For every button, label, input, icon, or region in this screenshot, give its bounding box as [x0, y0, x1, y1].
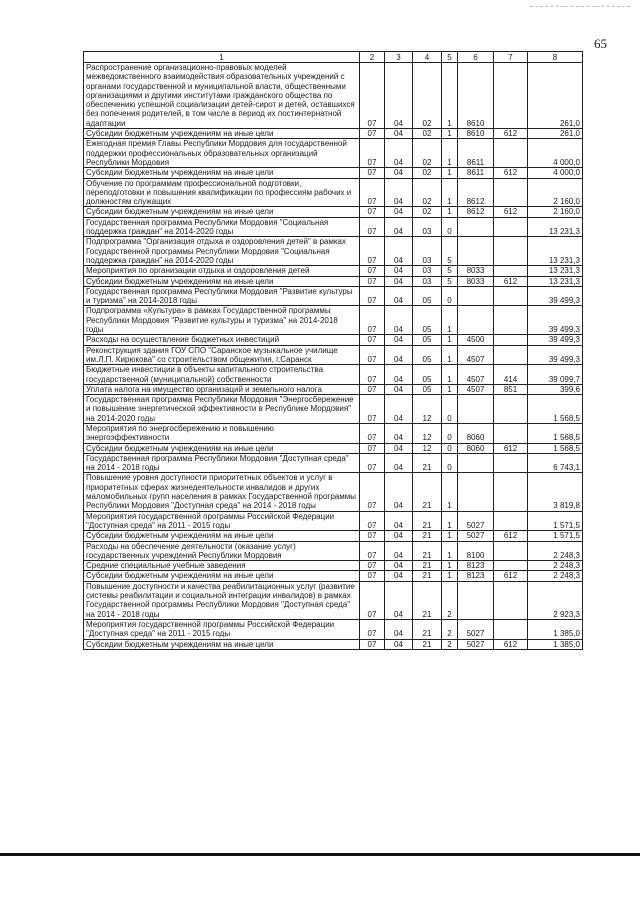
row-subprogram: 5 — [442, 276, 458, 286]
row-subsection: 04 — [385, 443, 413, 453]
row-section: 07 — [360, 395, 385, 424]
row-amount: 2 160,0 — [528, 178, 583, 207]
row-expense-type — [494, 306, 528, 335]
row-target-code: 8060 — [458, 423, 494, 443]
row-expense-type — [494, 335, 528, 345]
row-subprogram: 1 — [442, 473, 458, 511]
row-description: Государственная программа Республики Мордовия "Развитие культуры и туризма" на 2014-2018 годы — [84, 286, 360, 306]
row-program: 21 — [413, 639, 442, 649]
table-row — [84, 207, 583, 217]
row-subprogram: 1 — [442, 335, 458, 345]
table-row — [84, 139, 583, 168]
row-subsection: 04 — [385, 561, 413, 571]
row-subsection: 04 — [385, 531, 413, 541]
row-description: Бюджетные инвестиции в объекты капитального строительства государственной (муниципальной) собственности — [84, 365, 360, 385]
row-subsection: 04 — [385, 395, 413, 424]
row-amount: 13 231,3 — [528, 217, 583, 237]
table-row — [84, 335, 583, 345]
table-row — [84, 561, 583, 571]
table-row — [84, 365, 583, 385]
row-subprogram: 1 — [442, 541, 458, 561]
row-description: Уплата налога на имущество организаций и земельного налога — [84, 384, 360, 394]
row-program: 21 — [413, 619, 442, 639]
row-subprogram: 0 — [442, 453, 458, 473]
row-amount: 2 248,3 — [528, 561, 583, 571]
row-target-code — [458, 395, 494, 424]
row-target-code: 4507 — [458, 384, 494, 394]
row-target-code — [458, 217, 494, 237]
row-subsection: 04 — [385, 639, 413, 649]
row-expense-type: 612 — [494, 129, 528, 139]
row-section: 07 — [360, 561, 385, 571]
row-expense-type — [494, 266, 528, 276]
row-expense-type — [494, 178, 528, 207]
header-col-6: 6 — [458, 52, 494, 63]
row-subprogram: 0 — [442, 217, 458, 237]
page-number: 65 — [594, 36, 607, 51]
row-section: 07 — [360, 365, 385, 385]
row-section: 07 — [360, 217, 385, 237]
row-target-code — [458, 581, 494, 619]
table-row — [84, 237, 583, 266]
row-section: 07 — [360, 178, 385, 207]
row-program: 21 — [413, 453, 442, 473]
row-description: Расходы на осуществление бюджетных инвестиций — [84, 335, 360, 345]
row-description: Распространение организационно-правовых моделей межведомственного взаимодействия образовательных учреждений с органами государственной и муниципальной власти, общественными организациями и другими институтами гражданского общества по обеспечению успешной социализации детей-сирот и детей, оставшихся без попечения родителей, в том числе в период их постинтернатной адаптации — [84, 63, 360, 129]
row-amount: 1 385,0 — [528, 639, 583, 649]
row-subsection: 04 — [385, 217, 413, 237]
row-program: 05 — [413, 345, 442, 365]
table-row — [84, 178, 583, 207]
row-program: 21 — [413, 531, 442, 541]
row-program: 12 — [413, 443, 442, 453]
row-target-code — [458, 237, 494, 266]
row-amount: 13 231,3 — [528, 237, 583, 266]
table-row — [84, 395, 583, 424]
row-section: 07 — [360, 207, 385, 217]
row-expense-type: 612 — [494, 276, 528, 286]
row-program: 02 — [413, 129, 442, 139]
row-amount: 2 923,3 — [528, 581, 583, 619]
table-row — [84, 266, 583, 276]
row-amount: 1 568,5 — [528, 423, 583, 443]
row-subprogram: 2 — [442, 619, 458, 639]
row-program: 12 — [413, 423, 442, 443]
row-section: 07 — [360, 306, 385, 335]
row-section: 07 — [360, 639, 385, 649]
row-program: 21 — [413, 511, 442, 531]
row-expense-type — [494, 581, 528, 619]
row-amount: 4 000,0 — [528, 168, 583, 178]
row-target-code: 8612 — [458, 178, 494, 207]
row-target-code — [458, 473, 494, 511]
row-target-code — [458, 453, 494, 473]
table-row — [84, 639, 583, 649]
row-subsection: 04 — [385, 178, 413, 207]
row-section: 07 — [360, 511, 385, 531]
bottom-rule — [0, 853, 640, 856]
table-row — [84, 217, 583, 237]
row-target-code: 8033 — [458, 266, 494, 276]
table-row — [84, 453, 583, 473]
row-amount: 39 499,3 — [528, 286, 583, 306]
row-section: 07 — [360, 443, 385, 453]
row-program: 21 — [413, 541, 442, 561]
row-description: Мероприятия по организации отдыха и оздоровления детей — [84, 266, 360, 276]
row-subsection: 04 — [385, 581, 413, 619]
row-description: Субсидии бюджетным учреждениям на иные цели — [84, 129, 360, 139]
table-row — [84, 619, 583, 639]
row-expense-type — [494, 395, 528, 424]
row-subprogram: 1 — [442, 511, 458, 531]
table-row — [84, 345, 583, 365]
row-expense-type — [494, 473, 528, 511]
row-target-code: 4500 — [458, 335, 494, 345]
row-subprogram: 1 — [442, 384, 458, 394]
row-amount: 3 819,8 — [528, 473, 583, 511]
row-program: 03 — [413, 237, 442, 266]
row-section: 07 — [360, 168, 385, 178]
row-amount: 399,6 — [528, 384, 583, 394]
row-description: Ежегодная премия Главы Республики Мордовия для государственной поддержки профессиональных образовательных организаций Республики Мордовия — [84, 139, 360, 168]
row-description: Подпрограмма «Культура» в рамках Государственной программы Республики Мордовия "Развитие культуры и туризма" на 2014-2018 годы — [84, 306, 360, 335]
header-col-2: 2 — [360, 52, 385, 63]
row-amount: 1 385,0 — [528, 619, 583, 639]
row-description: Повышение доступности и качества реабилитационных услуг (развитие системы реабилитации и социальной интеграции инвалидов) в рамках Государственной программы Республики Мордовия "Доступная среда" на 2014 - 2018 годы — [84, 581, 360, 619]
row-program: 12 — [413, 395, 442, 424]
row-subprogram: 1 — [442, 207, 458, 217]
row-program: 03 — [413, 217, 442, 237]
row-program: 21 — [413, 561, 442, 571]
row-target-code: 8610 — [458, 63, 494, 129]
row-target-code: 5027 — [458, 619, 494, 639]
row-subprogram: 0 — [442, 423, 458, 443]
row-target-code: 8611 — [458, 168, 494, 178]
row-description: Субсидии бюджетным учреждениям на иные цели — [84, 276, 360, 286]
table-row — [84, 571, 583, 581]
row-subsection: 04 — [385, 453, 413, 473]
row-subsection: 04 — [385, 541, 413, 561]
row-target-code — [458, 306, 494, 335]
row-expense-type — [494, 139, 528, 168]
row-program: 03 — [413, 276, 442, 286]
row-amount: 39 499,3 — [528, 335, 583, 345]
row-section: 07 — [360, 541, 385, 561]
row-description: Подпрограмма "Организация отдыха и оздоровления детей" в рамках Государственной программы Республики Мордовия "Социальная поддержка граждан" на 2014-2020 годы — [84, 237, 360, 266]
row-target-code: 8612 — [458, 207, 494, 217]
table-row — [84, 541, 583, 561]
row-section: 07 — [360, 473, 385, 511]
row-expense-type — [494, 423, 528, 443]
row-subprogram: 1 — [442, 345, 458, 365]
scan-edge-mark — [530, 6, 630, 7]
table-row — [84, 306, 583, 335]
row-expense-type — [494, 63, 528, 129]
row-subsection: 04 — [385, 276, 413, 286]
row-subprogram: 1 — [442, 571, 458, 581]
row-description: Субсидии бюджетным учреждениям на иные цели — [84, 443, 360, 453]
row-amount: 6 743,1 — [528, 453, 583, 473]
row-target-code: 8610 — [458, 129, 494, 139]
row-subsection: 04 — [385, 511, 413, 531]
row-subsection: 04 — [385, 306, 413, 335]
row-program: 03 — [413, 266, 442, 276]
table-row — [84, 63, 583, 129]
budget-table — [83, 51, 583, 650]
header-col-5: 5 — [442, 52, 458, 63]
row-section: 07 — [360, 139, 385, 168]
row-section: 07 — [360, 384, 385, 394]
row-amount: 261,0 — [528, 63, 583, 129]
row-section: 07 — [360, 345, 385, 365]
row-expense-type — [494, 561, 528, 571]
row-section: 07 — [360, 531, 385, 541]
row-description: Мероприятия по энергосбережению и повышению энергоэффективности — [84, 423, 360, 443]
row-section: 07 — [360, 423, 385, 443]
row-description: Расходы на обеспечение деятельности (оказание услуг) государственных учреждений Республики Мордовия — [84, 541, 360, 561]
row-description: Субсидии бюджетным учреждениям на иные цели — [84, 531, 360, 541]
row-target-code — [458, 286, 494, 306]
row-program: 05 — [413, 306, 442, 335]
row-subsection: 04 — [385, 345, 413, 365]
row-subsection: 04 — [385, 365, 413, 385]
table-row — [84, 129, 583, 139]
row-subprogram: 0 — [442, 286, 458, 306]
row-program: 02 — [413, 168, 442, 178]
row-expense-type — [494, 345, 528, 365]
row-amount: 1 568,5 — [528, 395, 583, 424]
row-target-code: 8100 — [458, 541, 494, 561]
row-expense-type: 612 — [494, 571, 528, 581]
row-expense-type: 612 — [494, 168, 528, 178]
row-expense-type — [494, 541, 528, 561]
row-subsection: 04 — [385, 571, 413, 581]
row-expense-type: 612 — [494, 639, 528, 649]
row-amount: 13 231,3 — [528, 266, 583, 276]
row-amount: 2 248,3 — [528, 541, 583, 561]
row-program: 02 — [413, 139, 442, 168]
row-subprogram: 1 — [442, 365, 458, 385]
row-subsection: 04 — [385, 473, 413, 511]
header-row — [84, 52, 583, 63]
row-target-code: 5027 — [458, 531, 494, 541]
row-subsection: 04 — [385, 335, 413, 345]
row-target-code: 8033 — [458, 276, 494, 286]
row-target-code: 8611 — [458, 139, 494, 168]
row-expense-type — [494, 453, 528, 473]
row-expense-type: 612 — [494, 531, 528, 541]
row-section: 07 — [360, 571, 385, 581]
table-row — [84, 581, 583, 619]
row-expense-type — [494, 619, 528, 639]
row-program: 02 — [413, 63, 442, 129]
table-row — [84, 276, 583, 286]
table-row — [84, 511, 583, 531]
row-subprogram: 0 — [442, 395, 458, 424]
row-subsection: 04 — [385, 286, 413, 306]
row-subprogram: 2 — [442, 581, 458, 619]
row-amount: 39 499,3 — [528, 345, 583, 365]
row-section: 07 — [360, 63, 385, 129]
row-subprogram: 1 — [442, 561, 458, 571]
row-program: 05 — [413, 286, 442, 306]
table-row — [84, 286, 583, 306]
row-description: Субсидии бюджетным учреждениям на иные цели — [84, 639, 360, 649]
row-expense-type: 851 — [494, 384, 528, 394]
row-amount: 2 248,3 — [528, 571, 583, 581]
row-subprogram: 1 — [442, 168, 458, 178]
row-section: 07 — [360, 335, 385, 345]
row-description: Реконструкция здания ГОУ СПО "Саранское музыкальное училище им.Л.П. Кирюкова" со строительством общежития, г.Саранск — [84, 345, 360, 365]
row-subsection: 04 — [385, 423, 413, 443]
row-description: Государственная программа Республики Мордовия "Энергосбережение и повышение энергетической эффективности в Республике Мордовия" на 2014-2020 годы — [84, 395, 360, 424]
row-description: Обучение по программам профессиональной подготовки, переподготовки и повышения квалификации по профессиям рабочих и должностям служащих — [84, 178, 360, 207]
row-expense-type: 612 — [494, 443, 528, 453]
row-amount: 1 571,5 — [528, 531, 583, 541]
row-subprogram: 0 — [442, 443, 458, 453]
row-section: 07 — [360, 619, 385, 639]
row-expense-type: 414 — [494, 365, 528, 385]
row-target-code: 8123 — [458, 561, 494, 571]
row-description: Мероприятия государственной программы Российской Федерации "Доступная среда" на 2011 - 2015 годы — [84, 619, 360, 639]
row-amount: 4 000,0 — [528, 139, 583, 168]
header-col-1: 1 — [84, 52, 360, 63]
row-section: 07 — [360, 286, 385, 306]
row-section: 07 — [360, 453, 385, 473]
row-subprogram: 1 — [442, 306, 458, 335]
row-expense-type: 612 — [494, 207, 528, 217]
row-target-code: 8060 — [458, 443, 494, 453]
row-program: 05 — [413, 384, 442, 394]
header-col-7: 7 — [494, 52, 528, 63]
header-col-8: 8 — [528, 52, 583, 63]
row-subprogram: 1 — [442, 178, 458, 207]
row-subprogram: 5 — [442, 266, 458, 276]
row-subsection: 04 — [385, 63, 413, 129]
row-program: 02 — [413, 178, 442, 207]
row-subsection: 04 — [385, 168, 413, 178]
row-target-code: 4507 — [458, 365, 494, 385]
row-subprogram: 5 — [442, 237, 458, 266]
row-target-code: 8123 — [458, 571, 494, 581]
row-subprogram: 1 — [442, 531, 458, 541]
row-subprogram: 1 — [442, 63, 458, 129]
row-program: 05 — [413, 365, 442, 385]
row-subprogram: 1 — [442, 129, 458, 139]
row-amount: 2 160,0 — [528, 207, 583, 217]
row-subsection: 04 — [385, 207, 413, 217]
row-expense-type — [494, 286, 528, 306]
row-section: 07 — [360, 276, 385, 286]
row-section: 07 — [360, 266, 385, 276]
row-program: 21 — [413, 581, 442, 619]
row-amount: 1 568,5 — [528, 443, 583, 453]
row-target-code: 5027 — [458, 639, 494, 649]
table-row — [84, 443, 583, 453]
row-target-code: 4507 — [458, 345, 494, 365]
table-row — [84, 473, 583, 511]
row-subsection: 04 — [385, 129, 413, 139]
row-subsection: 04 — [385, 619, 413, 639]
row-subprogram: 2 — [442, 639, 458, 649]
table-row — [84, 531, 583, 541]
table-row — [84, 384, 583, 394]
row-description: Средние специальные учебные заведения — [84, 561, 360, 571]
row-description: Мероприятия государственной программы Российской Федерации "Доступная среда" на 2011 - 2015 годы — [84, 511, 360, 531]
row-subsection: 04 — [385, 266, 413, 276]
row-subprogram: 1 — [442, 139, 458, 168]
row-description: Государственная программа Республики Мордовия "Доступная среда" на 2014 - 2018 годы — [84, 453, 360, 473]
row-description: Субсидии бюджетным учреждениям на иные цели — [84, 207, 360, 217]
table-row — [84, 423, 583, 443]
row-expense-type — [494, 217, 528, 237]
row-section: 07 — [360, 237, 385, 266]
row-expense-type — [494, 511, 528, 531]
row-description: Субсидии бюджетным учреждениям на иные цели — [84, 168, 360, 178]
row-description: Субсидии бюджетным учреждениям на иные цели — [84, 571, 360, 581]
row-amount: 39 099,7 — [528, 365, 583, 385]
row-description: Государственная программа Республики Мордовия "Социальная поддержка граждан" на 2014-2020 годы — [84, 217, 360, 237]
row-target-code: 5027 — [458, 511, 494, 531]
row-subsection: 04 — [385, 237, 413, 266]
row-amount: 13 231,3 — [528, 276, 583, 286]
table-row — [84, 168, 583, 178]
header-col-4: 4 — [413, 52, 442, 63]
row-program: 21 — [413, 473, 442, 511]
row-expense-type — [494, 237, 528, 266]
row-section: 07 — [360, 581, 385, 619]
row-subsection: 04 — [385, 139, 413, 168]
row-program: 02 — [413, 207, 442, 217]
row-amount: 1 571,5 — [528, 511, 583, 531]
row-amount: 39 499,3 — [528, 306, 583, 335]
header-col-3: 3 — [385, 52, 413, 63]
row-section: 07 — [360, 129, 385, 139]
row-description: Повышение уровня доступности приоритетных объектов и услуг в приоритетных сферах жизнедеятельности инвалидов и других маломобильных групп населения в рамках Государственной программы Республики Мордовия "Доступная среда" на 2014 - 2018 годы — [84, 473, 360, 511]
row-subsection: 04 — [385, 384, 413, 394]
row-amount: 261,0 — [528, 129, 583, 139]
row-program: 05 — [413, 335, 442, 345]
row-program: 21 — [413, 571, 442, 581]
